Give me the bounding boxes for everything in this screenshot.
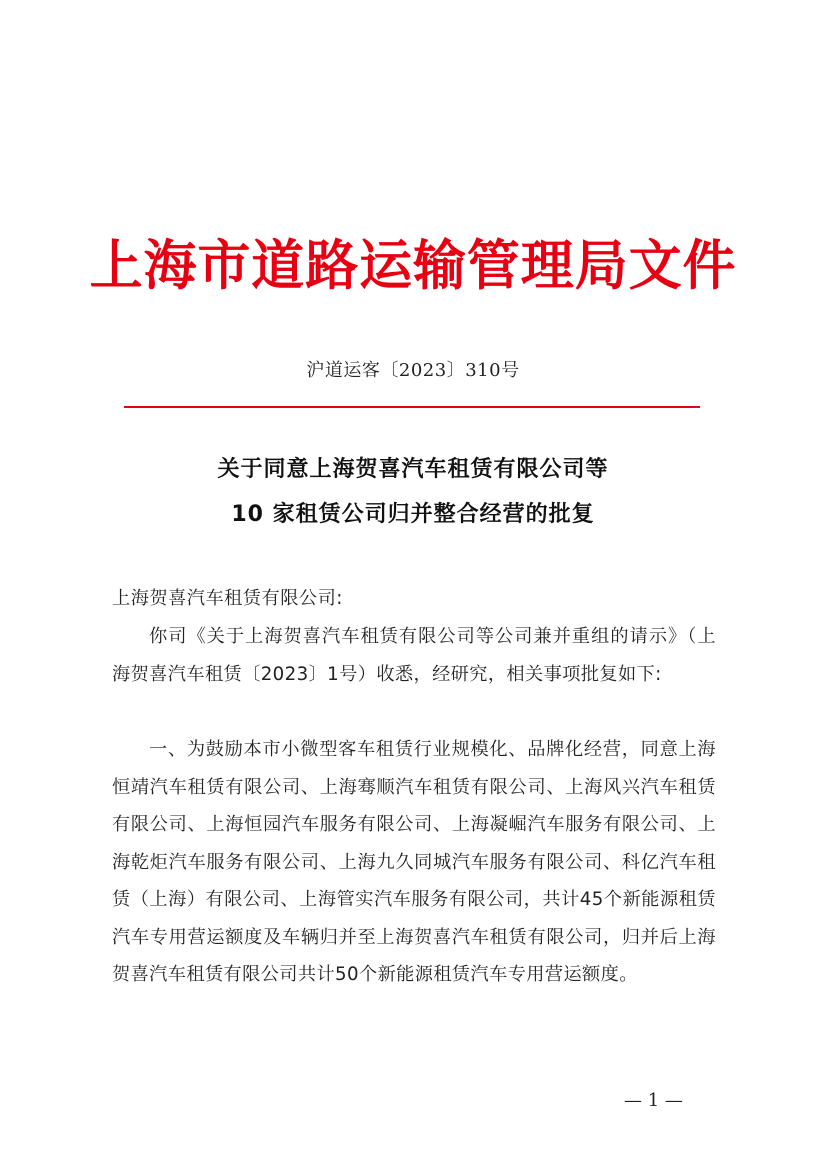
document-title-line-1: 关于同意上海贺喜汽车租赁有限公司等 — [217, 457, 609, 482]
document-title-line-2: 10 家租赁公司归并整合经营的批复 — [231, 502, 595, 527]
addressee: 上海贺喜汽车租赁有限公司: — [112, 588, 343, 609]
document-masthead: 上海市道路运输管理局文件 — [89, 233, 737, 297]
paragraph-intro: 你司《关于上海贺喜汽车租赁有限公司等公司兼并重组的请示》（上海贺喜汽车租赁〔2023〕1号）收悉，经研究，相关事项批复如下: — [112, 626, 716, 685]
red-divider-line — [124, 406, 700, 408]
paragraph-approval-item-1: 一、为鼓励本市小微型客车租赁行业规模化、品牌化经营，同意上海恒靖汽车租赁有限公司、上海骞顺汽车租赁有限公司、上海风兴汽车租赁有限公司、上海恒园汽车服务有限公司、上海凝崛汽车服务有限公司、上海乾炬汽车服务有限公司、上海九久同城汽车服务有限公司、科亿汽车租赁（上海）有限公司、上海管实汽车服务有限公司，共计45个新能源租赁汽车专用营运额度及车辆归并至上海贺喜汽车租赁有限公司，归并后上海贺喜汽车租赁有限公司共计50个新能源租赁汽车专用营运额度。 — [112, 739, 716, 985]
page-number: — 1 — — [624, 1090, 683, 1111]
document-number: 沪道运客〔2023〕310号 — [306, 360, 520, 381]
